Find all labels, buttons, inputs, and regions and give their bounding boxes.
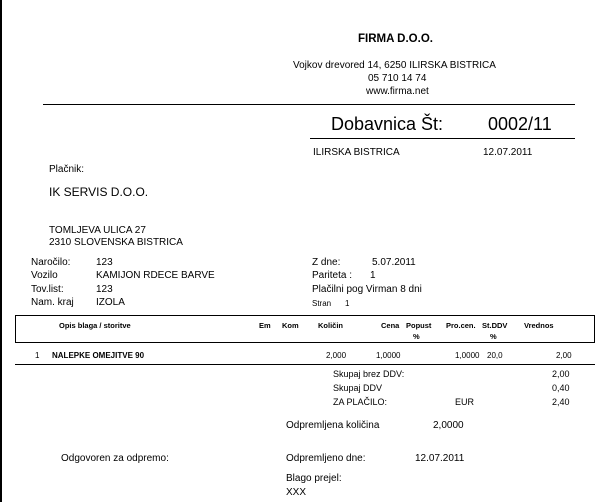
pariteta-value: 1 — [370, 270, 376, 281]
col-stddv: St.DDV — [482, 321, 508, 330]
row-1-desc: NALEPKE OMEJITVE 90 — [52, 351, 145, 360]
waybill-value: 123 — [96, 284, 113, 295]
total-due-currency: EUR — [455, 397, 475, 407]
col-stddv-unit: % — [490, 332, 497, 341]
col-em: Em — [259, 321, 271, 330]
page-label: Stran — [312, 299, 332, 308]
shipped-qty-value: 2,0000 — [433, 420, 464, 431]
total-net-value: 2,00 — [552, 369, 570, 379]
waybill-label: Tov.list: — [31, 284, 64, 295]
destination-value: IZOLA — [96, 297, 125, 308]
responsible-label: Odgovoren za odpremo: — [61, 453, 169, 464]
company-web: www.firma.net — [366, 86, 429, 97]
pariteta-label: Pariteta : — [312, 270, 353, 281]
document-date: 12.07.2011 — [483, 147, 533, 158]
company-name: FIRMA D.O.O. — [358, 33, 433, 45]
payer-name: IK SERVIS D.O.O. — [49, 185, 149, 199]
col-cena: Cena — [381, 321, 400, 330]
shipped-qty-label: Odpremljena količina — [286, 420, 380, 431]
col-popust-unit: % — [413, 332, 420, 341]
total-due-value: 2,40 — [552, 397, 570, 407]
page-left-border — [0, 0, 2, 502]
z-dne-label: Z dne: — [312, 257, 341, 268]
document-place: ILIRSKA BISTRICA — [313, 147, 400, 158]
col-procen: Pro.cen. — [446, 321, 476, 330]
payer-street: TOMLJEVA ULICA 27 — [49, 225, 146, 236]
col-opis: Opis blaga / storitve — [59, 321, 131, 330]
payer-city: 2310 SLOVENSKA BISTRICA — [49, 237, 183, 248]
items-bottom-divider — [15, 364, 595, 365]
received-label: Blago prejel: — [286, 473, 342, 484]
col-kom: Kom — [282, 321, 299, 330]
order-label: Naročilo: — [31, 257, 71, 268]
payment-terms: Plačilni pog Virman 8 dni — [312, 284, 422, 295]
header-divider — [43, 104, 575, 105]
z-dne-value: 5.07.2011 — [372, 257, 416, 268]
payer-label: Plačnik: — [49, 164, 85, 175]
document-title: Dobavnica Št: — [331, 114, 444, 134]
shipped-date-label: Odpremljeno dne: — [286, 453, 366, 464]
shipped-date-value: 12.07.2011 — [415, 453, 465, 464]
document-number: 0002/11 — [488, 114, 552, 134]
company-address: Vojkov drevored 14, 6250 ILIRSKA BISTRICA — [293, 60, 496, 71]
col-kolicin: Količin — [318, 321, 344, 330]
row-1-vat: 20,0 — [487, 351, 503, 360]
row-1-num: 1 — [35, 351, 40, 360]
destination-label: Nam. kraj — [31, 297, 74, 308]
order-value: 123 — [96, 257, 113, 268]
row-1-value: 2,00 — [556, 351, 572, 360]
page-value: 1 — [345, 299, 350, 308]
total-due-label: ZA PLAČILO: — [333, 397, 388, 407]
total-vat-value: 0,40 — [552, 383, 570, 393]
row-1-qty: 2,000 — [326, 351, 347, 360]
row-1-price: 1,0000 — [376, 351, 401, 360]
row-1-unit-price: 1,0000 — [455, 351, 480, 360]
received-value: XXX — [286, 487, 307, 498]
total-vat-label: Skupaj DDV — [333, 383, 383, 393]
col-vrednost: Vrednos — [524, 321, 554, 330]
title-underline — [310, 138, 575, 139]
col-popust: Popust — [406, 321, 432, 330]
total-net-label: Skupaj brez DDV: — [333, 369, 405, 379]
company-phone: 05 710 14 74 — [368, 73, 427, 84]
vehicle-label: Vozilo — [31, 270, 58, 281]
vehicle-value: KAMIJON RDECE BARVE — [96, 270, 215, 281]
